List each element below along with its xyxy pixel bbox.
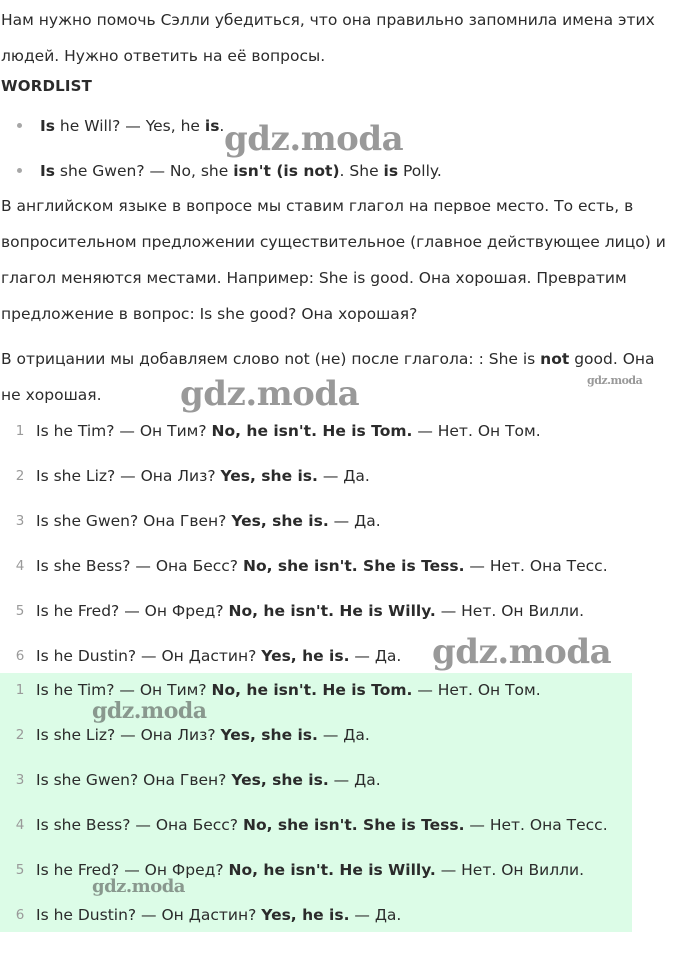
translation-text: — Да. <box>317 726 370 744</box>
explanation-paragraph: В английском языке в вопросе мы ставим глагол на первое место. То есть, в вопросительном предложении существительное (главное действующее лицо) и глагол меняются местами. Например: She is good. Она хорошая. Превратим предложение в вопрос: Is she good? Она хорошая? <box>1 197 666 323</box>
answer-end: . <box>219 117 225 135</box>
bullet-icon <box>17 123 22 128</box>
translation-text: — Нет. Он Вилли. <box>435 602 585 620</box>
question-verb: Is <box>40 117 55 135</box>
question-text: Is he Dustin? — Он Дастин? <box>36 906 262 924</box>
item-number: 1 <box>15 423 25 439</box>
extra-end: Polly. <box>398 162 442 180</box>
question-text: Is she Gwen? Она Гвен? <box>36 512 232 530</box>
answer-text: Yes, she is. <box>231 512 329 530</box>
translation-text: — Да. <box>349 647 402 665</box>
answer-text: No, he isn't. He is Willy. <box>228 861 436 879</box>
answer-text: Yes, she is. <box>220 726 318 744</box>
translation-text: — Нет. Она Тесс. <box>464 557 608 575</box>
watermark-logo: gdz.moda <box>180 374 360 414</box>
question-text: Is he Tim? — Он Тим? <box>36 681 212 699</box>
item-number: 6 <box>15 648 25 664</box>
question-text: Is she Bess? — Она Бесс? <box>36 557 243 575</box>
item-number: 5 <box>15 862 25 878</box>
negation-bold: not <box>540 350 570 368</box>
translation-text: — Нет. Он Вилли. <box>435 861 585 879</box>
item-number: 2 <box>15 727 25 743</box>
answer-end: . She <box>339 162 384 180</box>
item-number: 4 <box>15 817 25 833</box>
highlighted-answers-box <box>0 673 632 932</box>
answer-text: No, she isn't. She is Tess. <box>242 816 465 834</box>
question-text: Is he Tim? — Он Тим? <box>36 422 212 440</box>
question-text: Is he Fred? — Он Фред? <box>36 861 229 879</box>
translation-text: — Да. <box>328 771 381 789</box>
watermark-logo: gdz.moda <box>224 119 404 159</box>
item-number: 5 <box>15 603 25 619</box>
watermark-logo: gdz.moda <box>92 698 207 724</box>
extra-verb: is <box>383 162 399 180</box>
question-text: Is he Dustin? — Он Дастин? <box>36 647 262 665</box>
translation-text: — Нет. Он Том. <box>412 681 541 699</box>
watermark-logo: gdz.moda <box>432 632 612 672</box>
item-number: 3 <box>15 772 25 788</box>
question-text: Is she Liz? — Она Лиз? <box>36 726 221 744</box>
watermark-logo: gdz.moda <box>587 374 643 387</box>
answer-text: Yes, he is. <box>261 647 350 665</box>
question-text: Is he Fred? — Он Фред? <box>36 602 229 620</box>
translation-text: — Да. <box>317 467 370 485</box>
translation-text: — Да. <box>349 906 402 924</box>
question-text: Is she Gwen? Она Гвен? <box>36 771 232 789</box>
translation-text: — Да. <box>328 512 381 530</box>
answer-verb: is <box>204 117 220 135</box>
item-number: 1 <box>15 682 25 698</box>
answer-text: No, he isn't. He is Tom. <box>211 681 413 699</box>
answer-text: Yes, she is. <box>220 467 318 485</box>
bullet-icon <box>17 168 22 173</box>
translation-text: — Нет. Он Том. <box>412 422 541 440</box>
item-number: 4 <box>15 558 25 574</box>
translation-text: — Нет. Она Тесс. <box>464 816 608 834</box>
watermark-logo: gdz.moda <box>92 876 185 897</box>
item-number: 6 <box>15 907 25 923</box>
answer-text: Yes, she is. <box>231 771 329 789</box>
answer-text: No, she isn't. She is Tess. <box>242 557 465 575</box>
negation-paragraph <box>1 341 679 413</box>
negation-start: В отрицании мы добавляем слово not (не) после глагола: : She is <box>1 350 541 368</box>
answer-verb: isn't (is not) <box>233 162 340 180</box>
item-number: 2 <box>15 468 25 484</box>
question-rest: he Will? — Yes, he <box>55 117 205 135</box>
answer-text: Yes, he is. <box>261 906 350 924</box>
question-rest: she Gwen? — No, she <box>55 162 234 180</box>
wordlist-heading: WORDLIST <box>1 77 93 95</box>
question-verb: Is <box>40 162 55 180</box>
question-text: Is she Liz? — Она Лиз? <box>36 467 221 485</box>
negation-end: good. Она не хорошая. <box>1 350 655 404</box>
answer-text: No, he isn't. He is Tom. <box>211 422 413 440</box>
answer-text: No, he isn't. He is Willy. <box>228 602 436 620</box>
item-number: 3 <box>15 513 25 529</box>
intro-paragraph: Нам нужно помочь Сэлли убедиться, что она правильно запомнила имена этих людей. Нужно ответить на её вопросы. <box>1 11 655 65</box>
question-text: Is she Bess? — Она Бесс? <box>36 816 243 834</box>
